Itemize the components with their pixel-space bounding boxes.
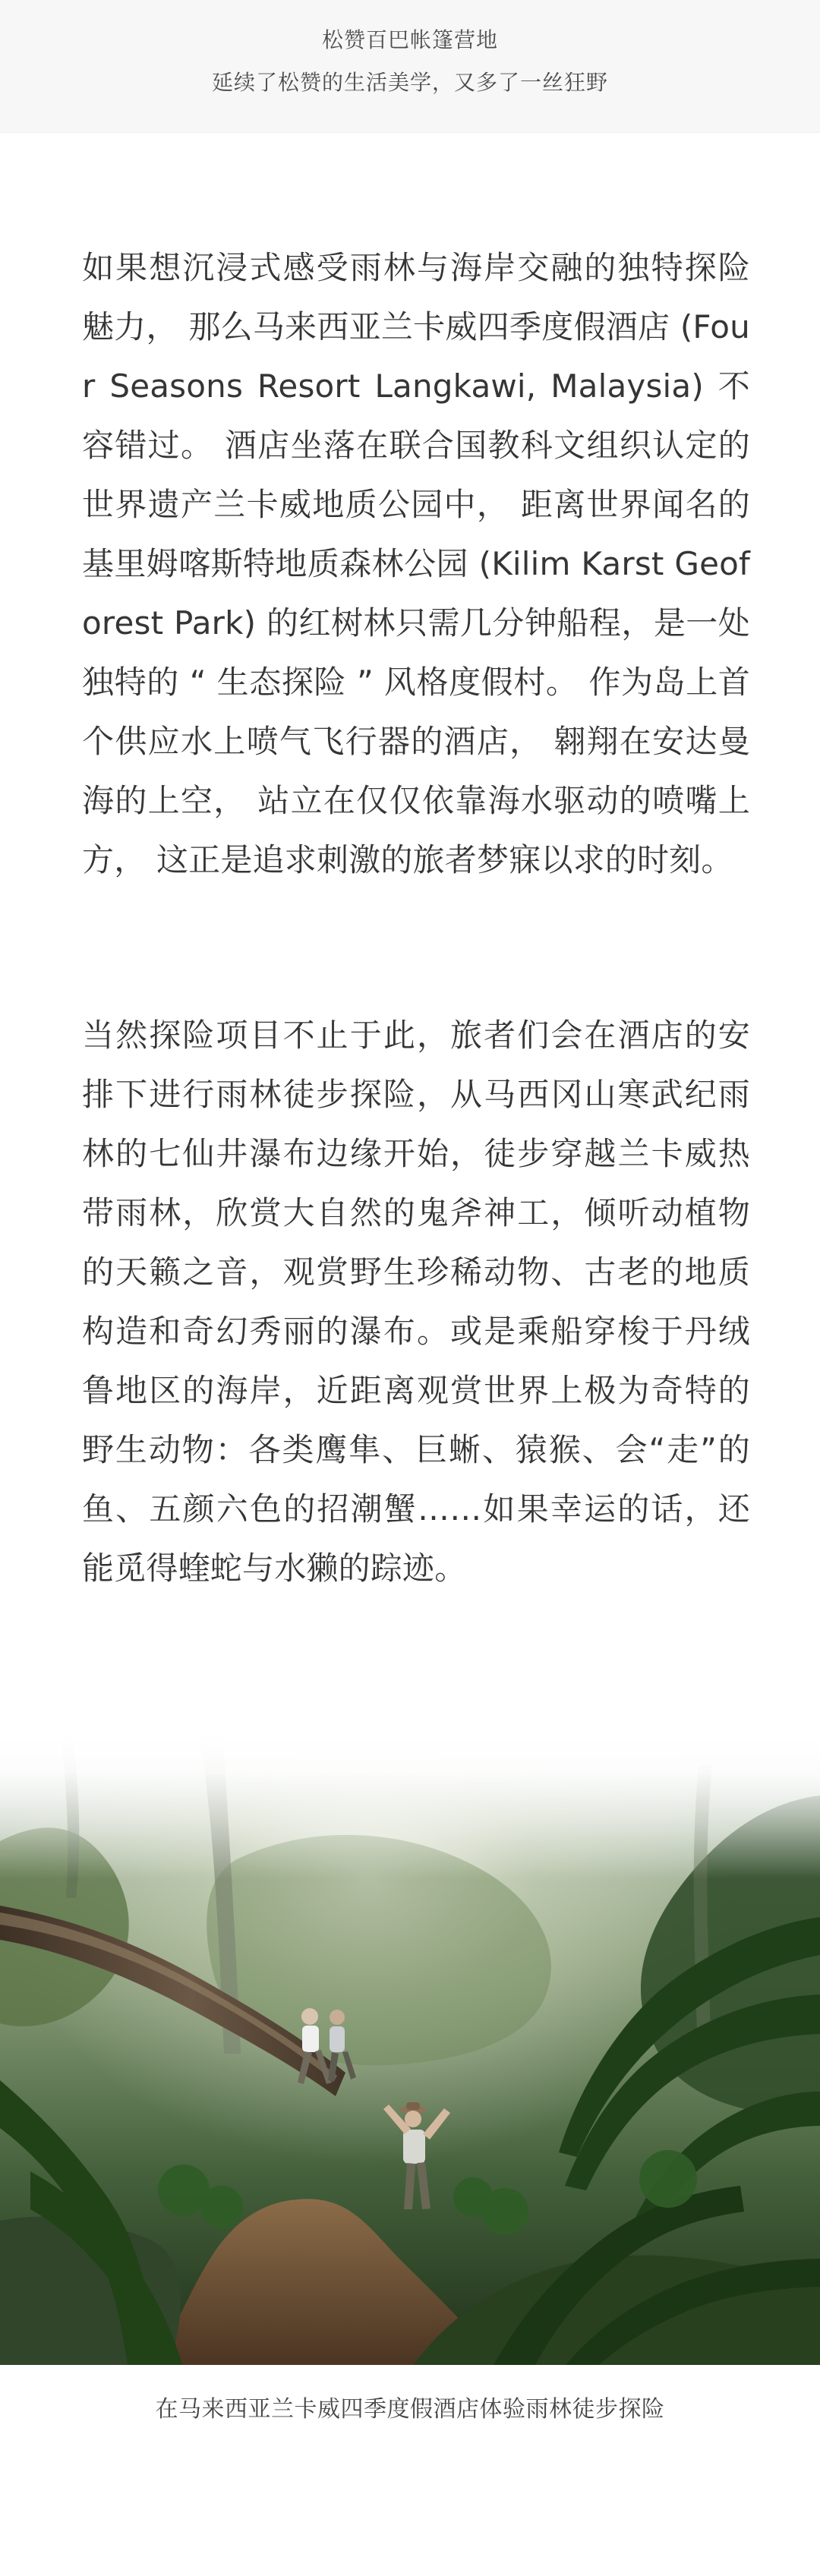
guide-torso <box>403 2130 425 2164</box>
article-paragraph-1: 如果想沉浸式感受雨林与海岸交融的独特探险魅力， 那么马来西亚兰卡威四季度假酒店 (Four Seasons Resort Langkawi, Malaysia) 不容错过。 酒店坐落在联合国教科文组织认定的世界遗产兰卡威地质公园中， 距离世界闻名的基里姆喀斯特地质森林公园 (Kilim Karst Geoforest Park) 的红树林只需几分钟船程，是一处独特的 “ 生态探险 ” 风格度假村。 作为岛上首个供应水上喷气飞行器的酒店， 翱翔在安达曼海的上空， 站立在仅仅依靠海水驱动的喷嘴上方， 这正是追求刺激的旅者梦寐以求的时刻。 <box>82 249 750 878</box>
header-title: 松赞百巴帐篷营地 <box>321 27 498 52</box>
rainforest-photo <box>0 1735 820 2365</box>
header-subtitle: 延续了松赞的生活美学，又多了一丝狂野 <box>211 70 608 95</box>
plant-cluster-5 <box>639 2150 697 2208</box>
photo-caption: 在马来西亚兰卡威四季度假酒店体验雨林徒步探险 <box>155 2396 665 2423</box>
guide-head <box>405 2111 421 2127</box>
plant-cluster-2 <box>200 2186 243 2228</box>
rainforest-illustration <box>0 1735 820 2365</box>
guide-hat-top <box>406 2102 420 2110</box>
traveler-head-2 <box>330 2010 345 2025</box>
traveler-torso-1 <box>302 2026 319 2052</box>
article-paragraph-2: 当然探险项目不止于此，旅者们会在酒店的安排下进行雨林徒步探险，从马西冈山寒武纪雨林的七仙井瀑布边缘开始，徒步穿越兰卡威热带雨林，欣赏大自然的鬼斧神工，倾听动植物的天籁之音，观赏野生珍稀动物、古老的地质构造和奇幻秀丽的瀑布。或是乘船穿梭于丹绒鲁地区的海岸，近距离观赏世界上极为奇特的野生动物：各类鹰隼、巨蜥、猿猴、会“走”的鱼、五颜六色的招潮蟹……如果幸运的话，还能觅得蝰蛇与水獭的踪迹。 <box>82 1017 750 1587</box>
traveler-head-1 <box>301 2008 318 2025</box>
header-banner <box>0 0 820 133</box>
plant-cluster-4 <box>481 2188 528 2235</box>
traveler-torso-2 <box>330 2026 345 2052</box>
